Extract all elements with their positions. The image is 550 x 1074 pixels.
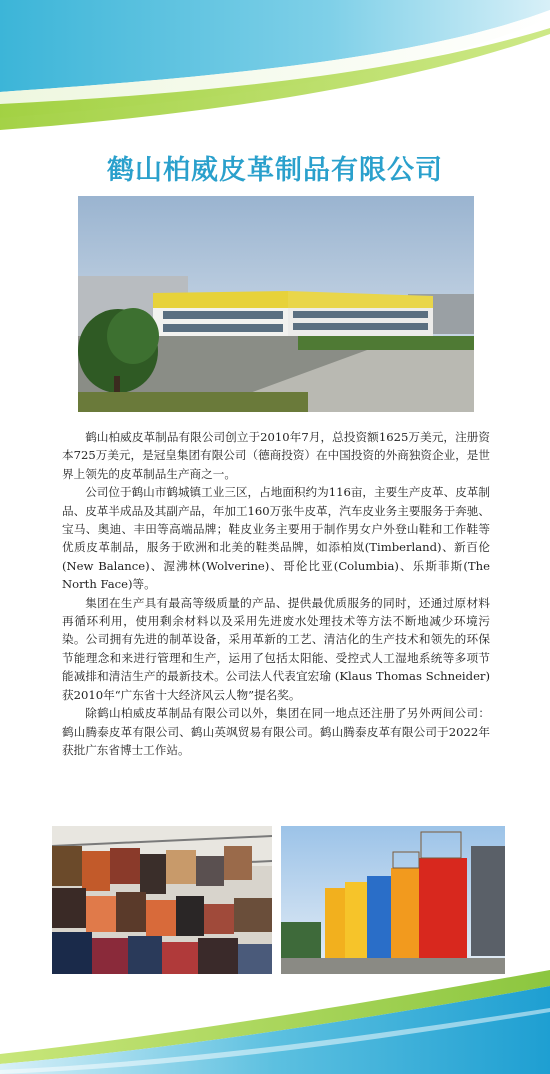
leather-hanging-photo (52, 826, 272, 974)
page-title: 鹤山柏威皮革制品有限公司 (107, 155, 443, 186)
top-wave-decoration (0, 0, 550, 140)
storage-tanks-photo (281, 826, 505, 974)
company-description (62, 428, 490, 759)
paragraph-environment: 集团在生产具有最高等级质量的产品、提供最优质服务的同时，还通过原材料再循环利用，使用剩余材料以及采用先进废水处理技术等方法不断地减少环境污染。公司拥有先进的制革设备，采用革新的工艺、清洁化的生产技术和领先的环保节能理念和来进行管理和生产，运用了包括太阳能、受控式人工湿地系统等多项节能减排和清洁生产的最新技术。公司法人代表宜宏瑜 (Klaus Thomas Schneider) 获2010年“广东省十大经济风云人物”提名奖。 (62, 595, 490, 702)
paragraph-business: 公司位于鹤山市鹤城镇工业三区，占地面积约为116亩，主要生产皮革、皮革制品、皮革半成品及其副产品，年加工160万张牛皮革，汽车皮业务主要服务于奔驰、宝马、奥迪、丰田等高端品牌；鞋皮业务主要用于制作男女户外登山鞋和工作鞋等优质皮革制品，服务于欧洲和北美的鞋类品牌，如添柏岚(Timberland)、新百伦(New Balance)、渥沸林(Wolverine)、哥伦比亚(Columbia)、乐斯菲斯(The North Face)等。 (62, 485, 490, 592)
paragraph-affiliates: 除鹤山柏威皮革制品有限公司以外，集团在同一地点还注册了另外两间公司：鹤山腾泰皮革有限公司、鹤山英飒贸易有限公司。鹤山腾泰皮革有限公司于2022年获批广东省博士工作站。 (62, 706, 490, 757)
bottom-wave-decoration (0, 964, 550, 1074)
factory-building-photo (78, 196, 474, 412)
paragraph-intro: 鹤山柏威皮革制品有限公司创立于2010年7月，总投资额1625万美元，注册资本725万美元，是冠皇集团有限公司（德商投资）在中国投资的外商独资企业，是世界上领先的皮革制品生产商之一。 (62, 430, 490, 481)
